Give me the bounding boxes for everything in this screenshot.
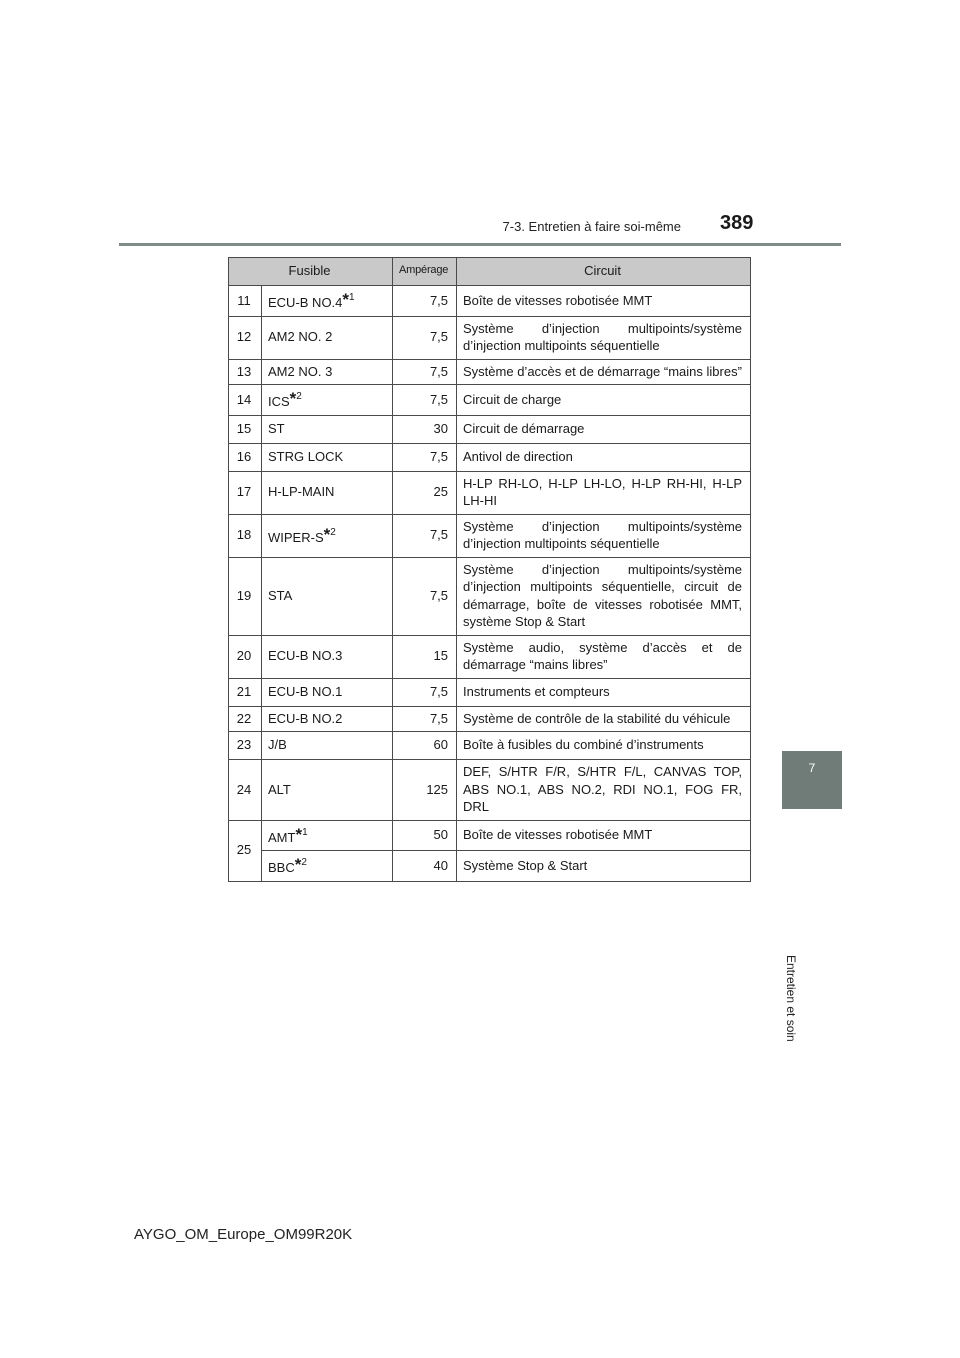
fuse-amperage: 7,5 [393,359,457,385]
fuse-circuit: Système Stop & Start [457,851,751,882]
table-row [229,820,751,851]
fuse-circuit: Circuit de démarrage [457,415,751,443]
fuse-name: J/B [262,732,393,760]
fuse-number: 14 [229,385,262,416]
table-row [229,760,751,821]
table-row [229,514,751,557]
fuse-number: 20 [229,635,262,678]
fuse-number: 24 [229,760,262,821]
fuse-circuit: H-LP RH-LO, H-LP LH-LO, H-LP RH-HI, H-LP LH-HI [457,471,751,514]
fuse-table-body [229,286,751,882]
fuse-number: 19 [229,557,262,635]
fuse-number: 13 [229,359,262,385]
fuse-circuit: Antivol de direction [457,443,751,471]
table-row [229,706,751,732]
fuse-name: ECU-B NO.1 [262,678,393,706]
chapter-number: 7 [808,761,816,775]
fuse-amperage: 125 [393,760,457,821]
header-circuit: Circuit [457,258,751,286]
fuse-amperage: 7,5 [393,385,457,416]
fuse-circuit: Système d’injection multipoints/système d’injection multipoints séquentielle [457,316,751,359]
fuse-name: BBC*$^2$ [262,851,393,882]
fuse-amperage: 7,5 [393,678,457,706]
fuse-circuit: Instruments et compteurs [457,678,751,706]
fuse-circuit: Système d’injection multipoints/système d’injection multipoints séquentielle [457,514,751,557]
header-amperage: Ampérage [393,258,457,286]
fuse-number: 22 [229,706,262,732]
fuse-name: ALT [262,760,393,821]
fuse-number: 21 [229,678,262,706]
footnote-star: * [294,855,302,874]
table-row [229,732,751,760]
fuse-name: ECU-B NO.2 [262,706,393,732]
section-title: 7-3. Entretien à faire soi-même [502,219,681,234]
table-row [229,443,751,471]
fuse-name: ICS*$^2$ [262,385,393,416]
fuse-circuit: Système d’injection multipoints/système d’injection multipoints séquentielle, circuit de démarrage, boîte de vitesses robotisée MMT, système Stop & Start [457,557,751,635]
table-row [229,316,751,359]
table-row [229,471,751,514]
table-row [229,557,751,635]
footnote-number: 1 [349,292,355,303]
fuse-number: 23 [229,732,262,760]
chapter-title: Entretien et soin [784,955,798,1042]
fuse-name: AM2 NO. 2 [262,316,393,359]
header-fuse: Fusible [229,258,393,286]
table-row [229,851,751,882]
fuse-name: ST [262,415,393,443]
fuse-table [228,257,751,882]
fuse-name: WIPER-S*$^2$ [262,514,393,557]
footnote-star: * [342,290,350,309]
page-number: 389 [720,212,754,234]
table-row [229,286,751,317]
fuse-amperage: 7,5 [393,514,457,557]
fuse-name: AM2 NO. 3 [262,359,393,385]
footnote-number: 2 [330,526,336,538]
fuse-circuit: Boîte de vitesses robotisée MMT [457,286,751,317]
table-row [229,385,751,416]
fuse-amperage: 7,5 [393,443,457,471]
fuse-number: 25 [229,820,262,881]
footnote-star: * [289,389,297,408]
fuse-number: 16 [229,443,262,471]
fuse-name: STRG LOCK [262,443,393,471]
fuse-circuit: Système d’accès et de démarrage “mains libres” [457,359,751,385]
header-divider [119,243,841,246]
document-id: AYGO_OM_Europe_OM99R20K [134,1226,353,1243]
fuse-amperage: 60 [393,732,457,760]
table-row [229,635,751,678]
table-header-row [229,258,751,286]
fuse-amperage: 7,5 [393,316,457,359]
fuse-circuit: Boîte de vitesses robotisée MMT [457,820,751,851]
footnote-number: 2 [296,391,302,402]
fuse-amperage: 50 [393,820,457,851]
fuse-circuit: Boîte à fusibles du combiné d’instruments [457,732,751,760]
fuse-number: 12 [229,316,262,359]
fuse-name: ECU-B NO.3 [262,635,393,678]
table-row [229,678,751,706]
fuse-amperage: 30 [393,415,457,443]
table-row [229,415,751,443]
footnote-star: * [323,524,331,544]
fuse-circuit: Circuit de charge [457,385,751,416]
fuse-circuit: DEF, S/HTR F/R, S/HTR F/L, CANVAS TOP, ABS NO.1, ABS NO.2, RDI NO.1, FOG FR, DRL [457,760,751,821]
table-row [229,359,751,385]
footnote-number: 2 [301,857,307,868]
fuse-name: AMT*$^1$ [262,820,393,851]
fuse-number: 11 [229,286,262,317]
fuse-name: STA [262,557,393,635]
fuse-number: 15 [229,415,262,443]
fuse-number: 17 [229,471,262,514]
fuse-amperage: 25 [393,471,457,514]
fuse-amperage: 15 [393,635,457,678]
footnote-number: 1 [302,826,308,838]
fuse-amperage: 7,5 [393,706,457,732]
fuse-amperage: 7,5 [393,286,457,317]
fuse-name: ECU-B NO.4*$^1$ [262,286,393,317]
fuse-name: H-LP-MAIN [262,471,393,514]
fuse-amperage: 40 [393,851,457,882]
chapter-tab [782,751,842,809]
fuse-circuit: Système de contrôle de la stabilité du véhicule [457,706,751,732]
fuse-amperage: 7,5 [393,557,457,635]
fuse-number: 18 [229,514,262,557]
fuse-circuit: Système audio, système d’accès et de démarrage “mains libres” [457,635,751,678]
footnote-star: * [295,824,303,844]
